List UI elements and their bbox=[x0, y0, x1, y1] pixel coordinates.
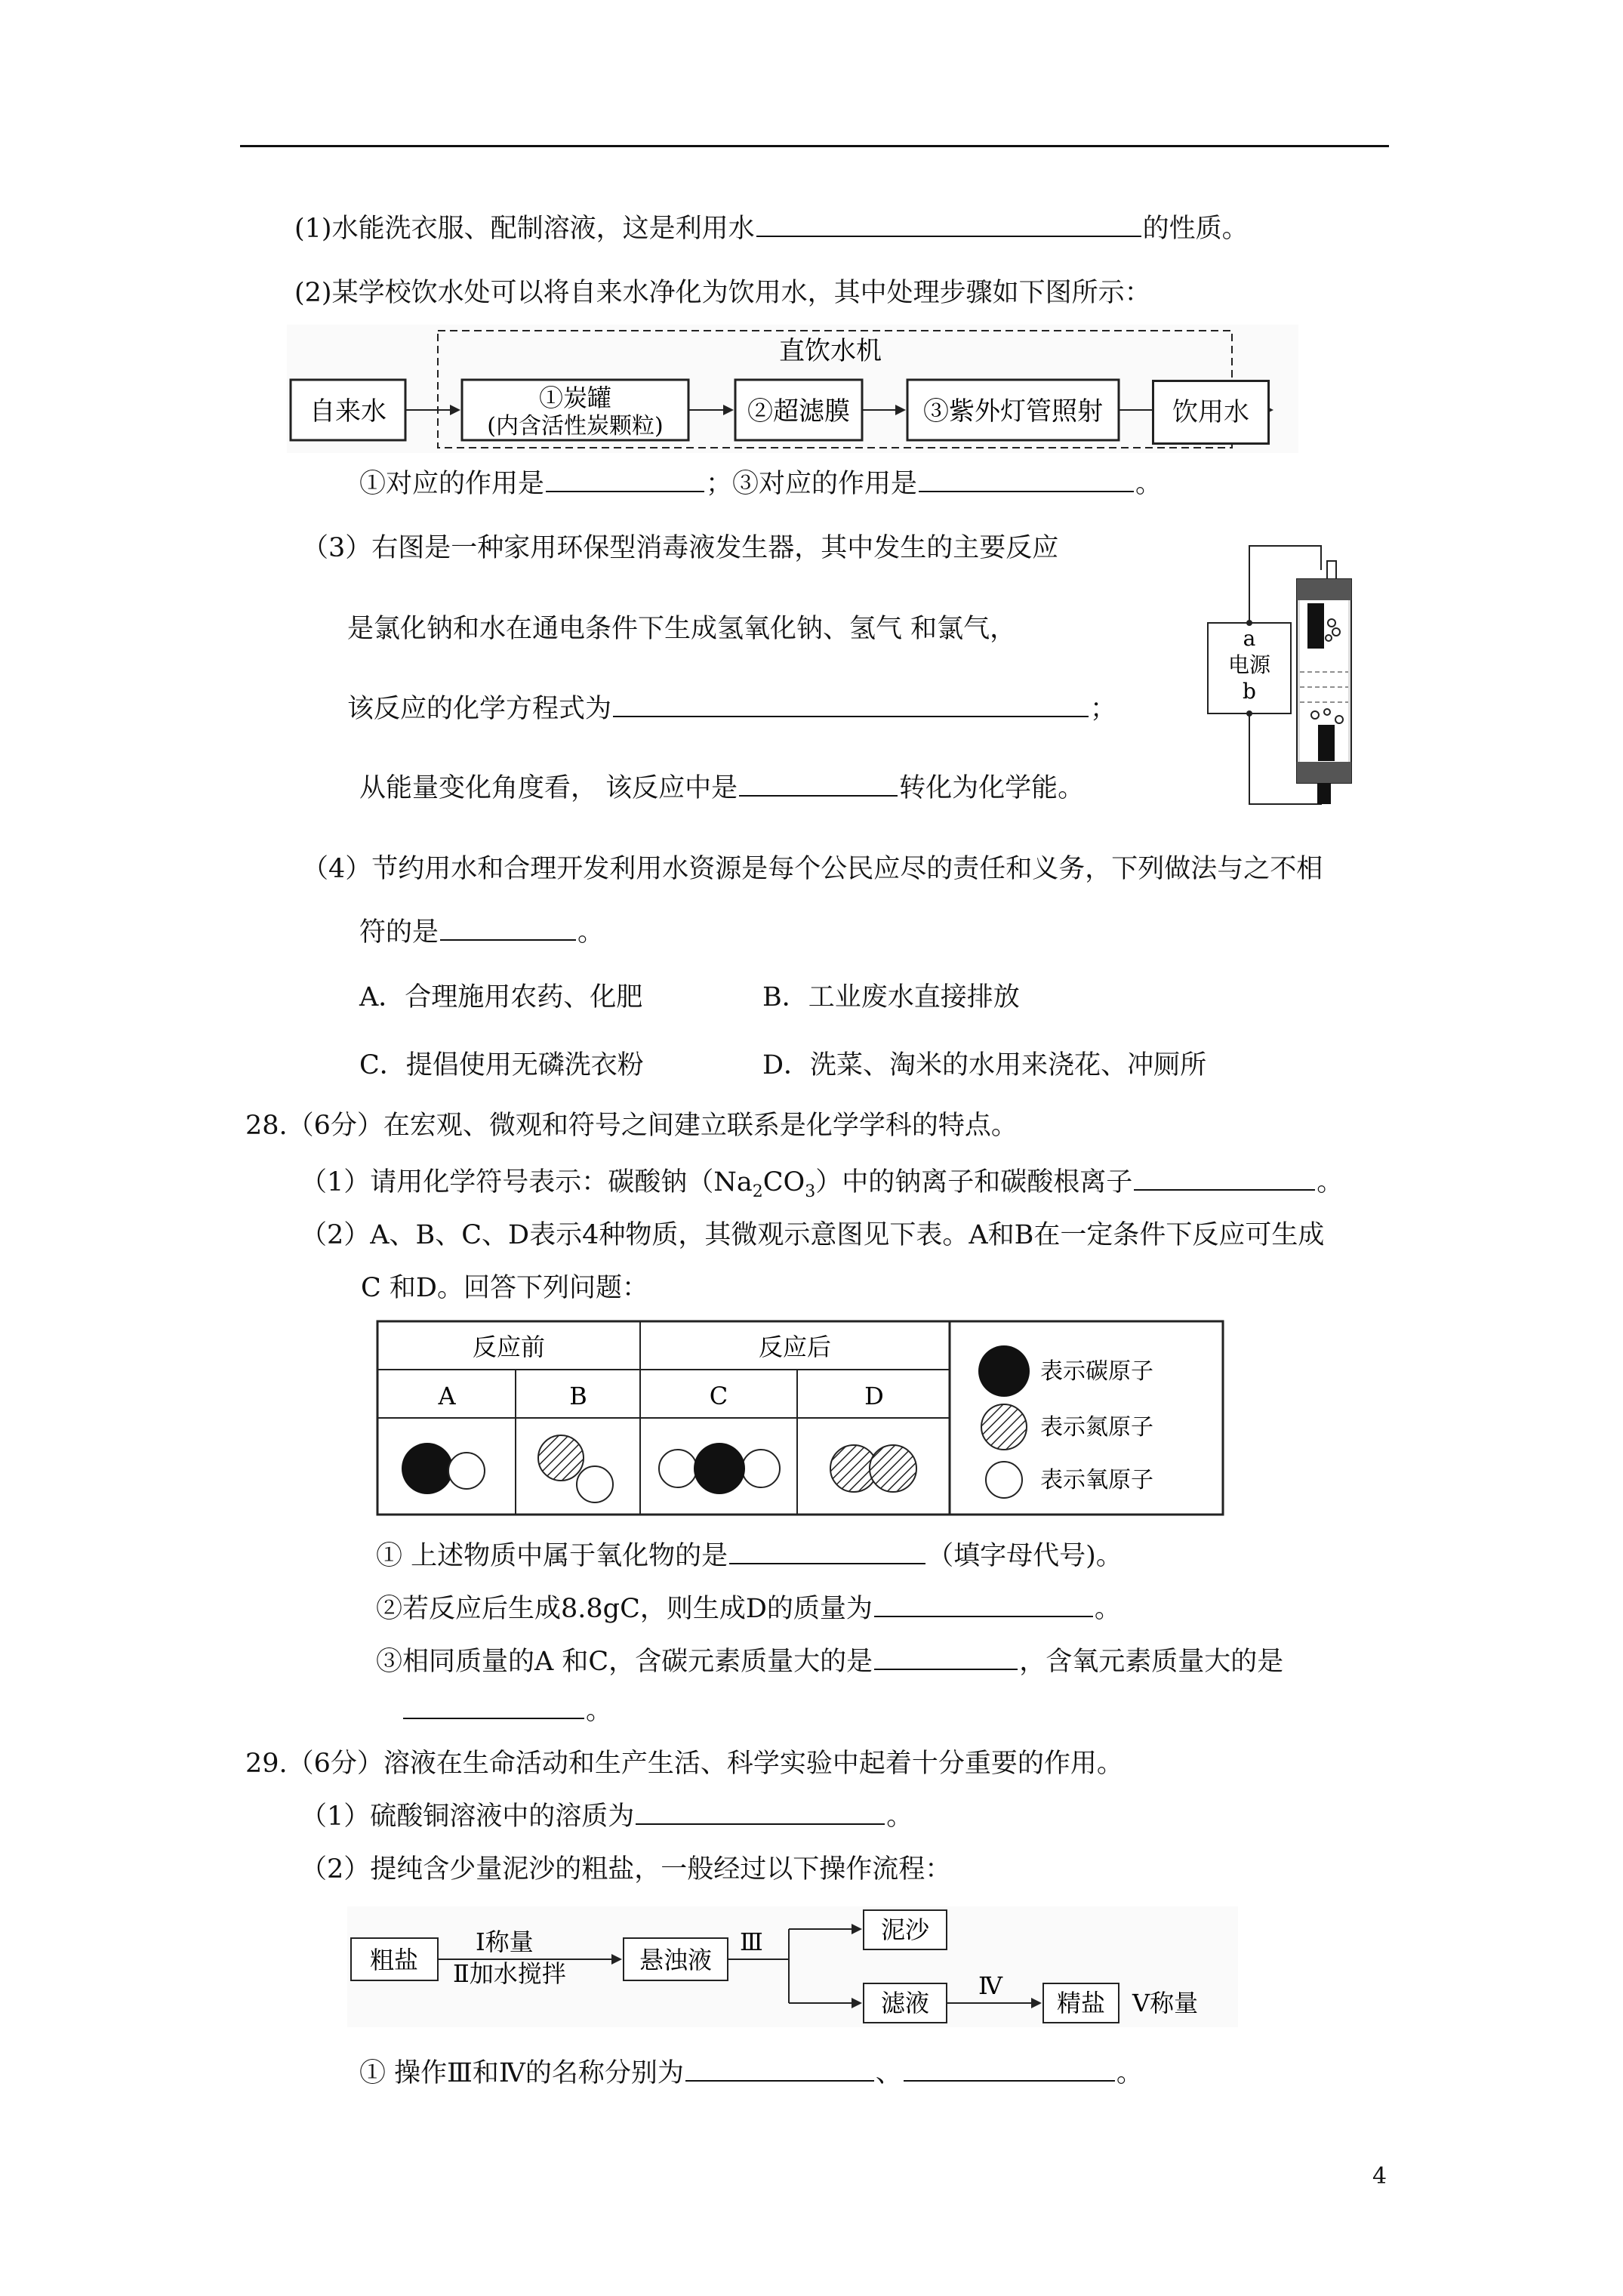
ultrafiltration-box: ②超滤膜 bbox=[747, 396, 850, 427]
col-d: D bbox=[864, 1382, 884, 1410]
legend-nitrogen-icon bbox=[981, 1404, 1027, 1450]
op-final-weigh-label: Ⅴ称量 bbox=[1132, 1989, 1199, 2017]
molecule-table bbox=[376, 1320, 1229, 1518]
d-nitrogen-atom-right bbox=[870, 1445, 916, 1492]
svg-text:悬浊液: 悬浊液 bbox=[639, 1946, 713, 1974]
b-nitrogen-atom bbox=[538, 1435, 584, 1481]
q28-sub3: ③相同质量的A 和C，含碳元素质量大的是 ，含氧元素质量大的是 bbox=[376, 1647, 1284, 1677]
power-supply-label: 电源 bbox=[1227, 652, 1271, 677]
legend-carbon-icon bbox=[978, 1345, 1030, 1397]
svg-text:泥沙: 泥沙 bbox=[880, 1915, 930, 1944]
machine-label: 直饮水机 bbox=[779, 336, 882, 366]
q29-title: 29.（6分）溶液在生命活动和生产生活、科学实验中起着十分重要的作用。 bbox=[245, 1749, 1123, 1779]
c-oxygen-atom-left bbox=[659, 1450, 697, 1487]
answer-blank[interactable] bbox=[685, 2057, 874, 2082]
q29-sub1: ① 操作Ⅲ和Ⅳ的名称分别为 、 。 bbox=[359, 2058, 1143, 2088]
q29-part1: （1）硫酸铜溶液中的溶质为 。 bbox=[300, 1801, 913, 1832]
upper-electrode bbox=[1307, 603, 1324, 649]
q28-sub3-cont: 。 bbox=[402, 1695, 612, 1727]
tap-water-box: 自来水 bbox=[310, 396, 387, 427]
terminal-a-label: a bbox=[1243, 626, 1256, 651]
uv-lamp-box: ③紫外灯管照射 bbox=[923, 396, 1103, 427]
col-b: B bbox=[569, 1382, 587, 1410]
carbon-tank-label: ①炭罐 bbox=[538, 384, 612, 412]
q27-part2: (2)某学校饮水处可以将自来水净化为饮用水，其中处理步骤如下图所示： bbox=[294, 278, 1151, 308]
answer-blank[interactable] bbox=[613, 693, 1089, 717]
answer-blank[interactable] bbox=[1134, 1166, 1315, 1191]
disinfectant-generator-figure bbox=[1185, 540, 1374, 812]
c-carbon-atom bbox=[694, 1443, 745, 1494]
q28-sub2: ②若反应后生成8.8gC，则生成D的质量为 。 bbox=[376, 1594, 1121, 1624]
header-rule bbox=[240, 145, 1389, 147]
lower-electrode bbox=[1318, 725, 1335, 761]
q27-part2-answers: ①对应的作用是 ；③对应的作用是 。 bbox=[359, 469, 1163, 499]
q28-part2-line2: C 和D。回答下列问题： bbox=[361, 1273, 648, 1303]
col-c: C bbox=[709, 1382, 728, 1410]
q27-part3-line1: （3）右图是一种家用环保型消毒液发生器，其中发生的主要反应 bbox=[302, 533, 1059, 563]
header-before: 反应前 bbox=[472, 1333, 546, 1361]
answer-blank[interactable] bbox=[919, 468, 1134, 492]
option-b: B．工业废水直接排放 bbox=[762, 982, 1020, 1012]
svg-text:精盐: 精盐 bbox=[1056, 1989, 1106, 2017]
q28-title: 28.（6分）在宏观、微观和符号之间建立联系是化学学科的特点。 bbox=[245, 1111, 1018, 1141]
terminal-b-label: b bbox=[1243, 679, 1256, 704]
salt-purification-diagram bbox=[347, 1906, 1238, 2027]
legend-carbon-label: 表示碳原子 bbox=[1040, 1358, 1153, 1385]
q27-part1: (1)水能洗衣服、配制溶液，这是利用水 的性质。 bbox=[294, 214, 1249, 244]
answer-blank[interactable] bbox=[739, 772, 898, 797]
q28-sub1: ① 上述物质中属于氧化物的是 （填字母代号)。 bbox=[376, 1541, 1123, 1571]
q27-part4-line2: 符的是 。 bbox=[359, 917, 605, 948]
op-filter-label: Ⅲ bbox=[740, 1928, 763, 1956]
svg-text:粗盐: 粗盐 bbox=[369, 1946, 419, 1974]
legend-oxygen-icon bbox=[986, 1462, 1022, 1498]
op-weigh-label: Ⅰ称量 bbox=[476, 1928, 534, 1956]
q28-part1: （1）请用化学符号表示：碳酸钠$(Na_2CO_3)$中的钠离子和碳酸根离子 。 bbox=[300, 1167, 1344, 1201]
answer-blank[interactable] bbox=[440, 917, 576, 941]
option-d: D．洗菜、淘米的水用来浇花、冲厕所 bbox=[762, 1050, 1207, 1080]
option-c: C．提倡使用无磷洗衣粉 bbox=[359, 1050, 644, 1080]
page-number: 4 bbox=[1372, 2163, 1387, 2190]
drinking-water-box: 饮用水 bbox=[1152, 380, 1270, 445]
q29-part2: （2）提纯含少量泥沙的粗盐，一般经过以下操作流程： bbox=[300, 1854, 952, 1885]
answer-blank[interactable] bbox=[874, 1593, 1093, 1617]
q27-part3-line3: 该反应的化学方程式为 ； bbox=[347, 694, 1117, 724]
q28-part2-line1: （2）A、B、C、D表示4种物质，其微观示意图见下表。A和B在一定条件下反应可生成 bbox=[300, 1220, 1325, 1250]
svg-text:滤液: 滤液 bbox=[880, 1989, 930, 2017]
a-carbon-atom bbox=[402, 1443, 453, 1494]
col-a: A bbox=[438, 1382, 456, 1410]
q27-part3-line2: 是氯化钠和水在通电条件下生成氢氧化钠、氢气 和氯气， bbox=[347, 614, 1017, 644]
legend-oxygen-label: 表示氧原子 bbox=[1040, 1467, 1153, 1493]
carbon-tank-note: (内含活性炭颗粒) bbox=[487, 413, 664, 439]
water-purification-diagram bbox=[287, 325, 1298, 453]
answer-blank[interactable] bbox=[874, 1646, 1018, 1670]
header-after: 反应后 bbox=[758, 1333, 832, 1361]
answer-blank[interactable] bbox=[403, 1695, 584, 1719]
answer-blank[interactable] bbox=[636, 1801, 885, 1825]
answer-blank[interactable] bbox=[756, 213, 1141, 237]
c-oxygen-atom-right bbox=[742, 1450, 780, 1487]
answer-blank[interactable] bbox=[546, 468, 704, 492]
legend-nitrogen-label: 表示氮原子 bbox=[1040, 1414, 1153, 1441]
q27-part3-line4: 从能量变化角度看， 该反应中是 转化为化学能。 bbox=[359, 773, 1085, 803]
op-evaporate-label: Ⅳ bbox=[978, 1971, 1002, 2000]
op-dissolve-label: Ⅱ加水搅拌 bbox=[453, 1959, 566, 1988]
answer-blank[interactable] bbox=[904, 2057, 1115, 2082]
option-a: A．合理施用农药、化肥 bbox=[359, 982, 643, 1012]
a-oxygen-atom bbox=[448, 1453, 485, 1489]
b-oxygen-atom bbox=[577, 1466, 613, 1502]
q27-part4-line1: （4）节约用水和合理开发利用水资源是每个公民应尽的责任和义务，下列做法与之不相 bbox=[302, 854, 1323, 884]
answer-blank[interactable] bbox=[729, 1540, 925, 1564]
